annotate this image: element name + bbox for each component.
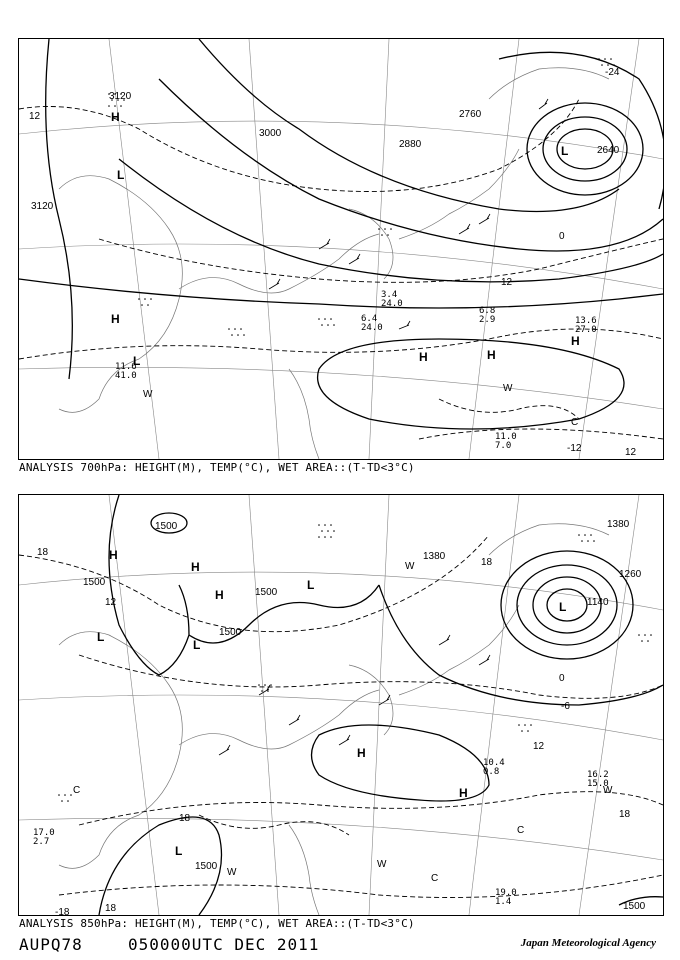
wind-barbs [269,99,548,329]
map-panel-850hpa [18,494,664,916]
height-label: 1380 [607,519,630,530]
temp-label: -12 [567,443,582,454]
wet-area-stipple [58,524,652,802]
low-center: L [133,354,141,368]
temp-label: -6 [561,701,570,712]
station-temp: 10.4 [483,758,505,768]
coastlines [59,524,609,915]
warm-center: W [143,389,153,400]
station-temp: 3.4 [381,290,398,300]
station-dew: 27.0 [575,325,597,335]
panel-700-caption: ANALYSIS 700hPa: HEIGHT(M), TEMP(°C), WET AREA::(T-TD<3°C) [19,461,415,474]
height-label: 2760 [459,109,482,120]
coastlines [59,68,609,459]
high-center: H [487,348,496,362]
agency-name: Japan Meteorological Agency [520,937,656,949]
station-dew: 2.9 [479,315,496,325]
station-dew: 2.7 [33,837,50,847]
low-center: L [175,844,183,858]
height-label: 2880 [399,139,422,150]
high-center: H [459,786,468,800]
low-center: L [193,638,201,652]
chart-code: AUPQ78 [19,935,83,954]
low-center: L [561,144,569,158]
temp-label: 0 [559,231,565,242]
high-center: H [419,350,428,364]
height-label: 1500 [255,587,278,598]
high-center: H [215,588,224,602]
cold-center: C [571,417,579,428]
warm-center: W [503,383,513,394]
panel-850-caption: ANALYSIS 850hPa: HEIGHT(M), TEMP(°C), WET AREA::(T-TD<3°C) [19,917,415,930]
high-center: H [191,560,200,574]
high-center: H [111,110,120,124]
low-center: L [559,600,567,614]
low-center: L [117,168,125,182]
issued-time: 050000UTC DEC 2011 [128,935,320,954]
high-center: H [571,334,580,348]
temp-label: 18 [619,809,631,820]
height-label: 1500 [195,861,218,872]
height-label: 1500 [155,521,178,532]
high-center: H [111,312,120,326]
graticule [19,39,663,459]
height-label: 1500 [623,901,646,912]
station-dew: 0.8 [483,767,500,777]
temp-label: 18 [179,813,191,824]
temp-label: 18 [105,903,117,914]
station-dew: 7.0 [495,441,512,451]
temp-label: 18 [481,557,493,568]
warm-center: W [227,867,237,878]
wind-barbs [219,635,490,755]
map-850hpa-canvas [19,495,663,915]
low-center: L [97,630,105,644]
station-temp: 16.2 [587,770,609,780]
warm-center: W [377,859,387,870]
temp-label: -24 [605,67,620,78]
height-contours [99,495,663,915]
map-700hpa-canvas [19,39,663,459]
height-label: 2640 [597,145,620,156]
temp-label: 12 [501,277,513,288]
temp-label: -18 [55,907,70,915]
station-temp: 19.0 [495,888,517,898]
station-temp: 6.8 [479,306,496,316]
station-temp: 17.0 [33,828,55,838]
temp-label: 12 [625,447,637,458]
high-center: H [357,746,366,760]
temp-label: 12 [105,597,117,608]
height-label: 3000 [259,128,282,139]
cold-center: C [517,825,525,836]
temp-label: 12 [29,111,41,122]
height-label: 1260 [619,569,642,580]
height-label: 1140 [587,597,609,608]
height-label: 3120 [31,201,54,212]
station-temp: 13.6 [575,316,597,326]
low-center: L [307,578,315,592]
height-label: 1380 [423,551,446,562]
temp-label: 0 [559,673,565,684]
height-label: 1500 [219,627,242,638]
temp-label: 18 [37,547,49,558]
cold-center: C [73,785,81,796]
warm-center: W [603,785,613,796]
station-temp: 11.6 [115,362,137,372]
height-label: 1500 [83,577,106,588]
warm-center: W [405,561,415,572]
station-temp: 11.0 [495,432,517,442]
station-dew: 24.0 [381,299,403,309]
station-temp: 6.4 [361,314,378,324]
station-dew: 15.0 [587,779,609,789]
map-panel-700hpa [18,38,664,460]
temp-label: 12 [533,741,545,752]
wet-area-stipple [108,58,615,336]
station-dew: 41.0 [115,371,137,381]
high-center: H [109,548,118,562]
cold-center: C [431,873,439,884]
station-dew: 24.0 [361,323,383,333]
station-dew: 1.4 [495,897,512,907]
height-label: 3120 [109,91,132,102]
